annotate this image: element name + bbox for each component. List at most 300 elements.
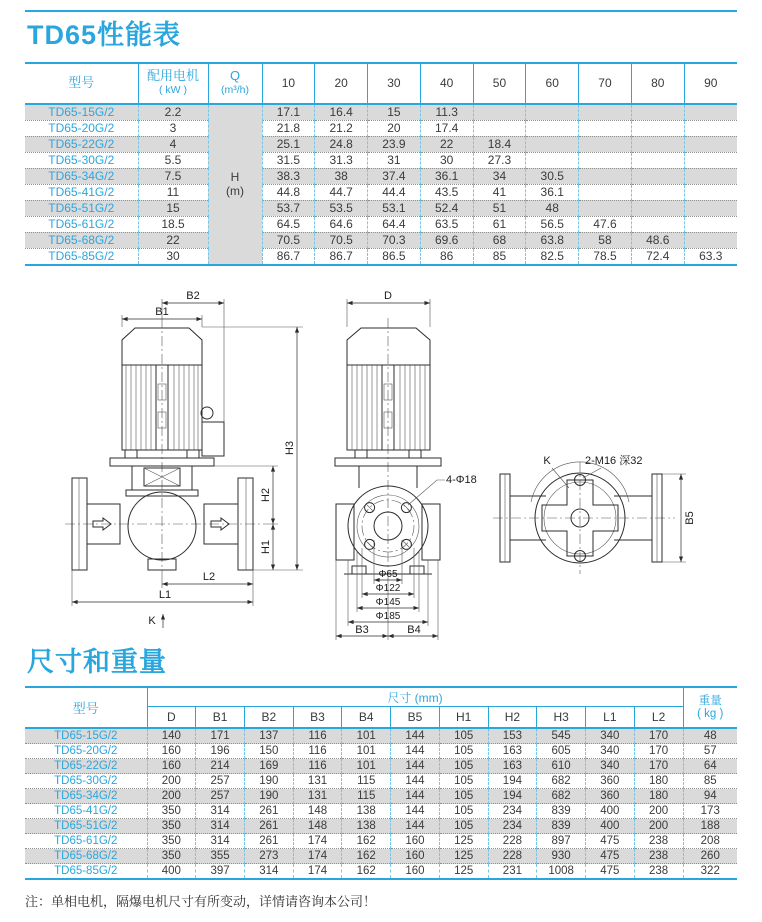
dim-label-b4: B4 bbox=[407, 623, 421, 636]
dimension-cell: 115 bbox=[342, 774, 391, 789]
motor-power-cell: 4 bbox=[138, 136, 208, 152]
col-header-H3: H3 bbox=[537, 707, 586, 729]
dimension-cell: 682 bbox=[537, 774, 586, 789]
dim-label-bolt-holes: 4-Φ18 bbox=[446, 473, 477, 486]
dim-label-l1: L1 bbox=[158, 588, 172, 601]
dimensions-row bbox=[25, 819, 737, 834]
head-value-cell: 24.8 bbox=[315, 136, 368, 152]
dimension-cell: 125 bbox=[439, 834, 488, 849]
dimension-cell: 160 bbox=[391, 864, 440, 880]
dim-label-b3: B3 bbox=[355, 623, 369, 636]
motor-power-cell: 3 bbox=[138, 120, 208, 136]
dimension-cell: 257 bbox=[196, 789, 245, 804]
dimension-cell: 261 bbox=[244, 834, 293, 849]
performance-row bbox=[25, 216, 737, 232]
head-value-cell: 37.4 bbox=[368, 168, 421, 184]
col-header-B1: B1 bbox=[196, 707, 245, 729]
q-unit: (m³/h) bbox=[221, 84, 249, 97]
top-view bbox=[493, 454, 696, 574]
head-value-cell: 64.4 bbox=[368, 216, 421, 232]
motor-power-cell: 11 bbox=[138, 184, 208, 200]
head-value-cell: 44.8 bbox=[262, 184, 315, 200]
head-value-cell: 72.4 bbox=[631, 248, 684, 265]
head-value-cell: 31.3 bbox=[315, 152, 368, 168]
col-header-q80: 80 bbox=[631, 63, 684, 104]
dimension-cell: 200 bbox=[634, 819, 683, 834]
weight-cell: 48 bbox=[683, 728, 737, 744]
head-value-cell: 86.7 bbox=[262, 248, 315, 265]
dimension-cell: 190 bbox=[244, 774, 293, 789]
dimension-cell: 194 bbox=[488, 774, 537, 789]
dim-label-phi185: Φ185 bbox=[375, 610, 401, 622]
motor-power-cell: 30 bbox=[138, 248, 208, 265]
head-unit-cell: H (m) bbox=[208, 104, 262, 265]
model-cell: TD65-20G/2 bbox=[25, 744, 147, 759]
head-value-cell: 17.4 bbox=[420, 120, 473, 136]
dimensions-table bbox=[25, 686, 737, 880]
dim-label-b2: B2 bbox=[186, 289, 200, 302]
dimension-cell: 138 bbox=[342, 819, 391, 834]
head-value-cell bbox=[526, 104, 579, 121]
col-header-D: D bbox=[147, 707, 196, 729]
head-value-cell: 27.3 bbox=[473, 152, 526, 168]
top-rule bbox=[25, 10, 737, 12]
dimension-cell: 160 bbox=[147, 759, 196, 774]
head-value-cell bbox=[684, 136, 737, 152]
head-value-cell: 70.3 bbox=[368, 232, 421, 248]
model-cell: TD65-68G/2 bbox=[25, 849, 147, 864]
performance-row bbox=[25, 184, 737, 200]
col-header-q40: 40 bbox=[420, 63, 473, 104]
head-value-cell: 70.5 bbox=[262, 232, 315, 248]
motor-power-cell: 15 bbox=[138, 200, 208, 216]
dimension-cell: 101 bbox=[342, 744, 391, 759]
head-value-cell bbox=[473, 120, 526, 136]
motor-power-cell: 2.2 bbox=[138, 104, 208, 121]
dimension-cell: 162 bbox=[342, 864, 391, 880]
head-value-cell: 85 bbox=[473, 248, 526, 265]
dimension-cell: 475 bbox=[585, 864, 634, 880]
dim-label-b1: B1 bbox=[155, 305, 169, 318]
head-value-cell bbox=[579, 168, 632, 184]
dimension-cell: 125 bbox=[439, 849, 488, 864]
motor-power-cell: 5.5 bbox=[138, 152, 208, 168]
dimension-cell: 116 bbox=[293, 759, 342, 774]
head-value-cell: 20 bbox=[368, 120, 421, 136]
weight-cell: 57 bbox=[683, 744, 737, 759]
model-cell: TD65-15G/2 bbox=[25, 104, 138, 121]
model-cell: TD65-22G/2 bbox=[25, 136, 138, 152]
dim-label-phi145: Φ145 bbox=[375, 596, 401, 608]
head-value-cell: 16.4 bbox=[315, 104, 368, 121]
head-value-cell: 36.1 bbox=[420, 168, 473, 184]
model-cell: TD65-41G/2 bbox=[25, 804, 147, 819]
model-cell: TD65-34G/2 bbox=[25, 168, 138, 184]
dimensions-row bbox=[25, 744, 737, 759]
catalog-page bbox=[0, 10, 762, 910]
dimensions-row bbox=[25, 759, 737, 774]
performance-row bbox=[25, 168, 737, 184]
dimension-cell: 839 bbox=[537, 819, 586, 834]
col-header-flow bbox=[208, 63, 262, 104]
head-value-cell bbox=[631, 216, 684, 232]
head-value-cell: 69.6 bbox=[420, 232, 473, 248]
col-header-model: 型号 bbox=[25, 687, 147, 728]
head-value-cell bbox=[631, 136, 684, 152]
performance-row bbox=[25, 104, 737, 121]
performance-row bbox=[25, 248, 737, 265]
head-value-cell bbox=[631, 120, 684, 136]
motor-label: 配用电机 bbox=[146, 68, 199, 84]
dim-label-d: D bbox=[384, 289, 392, 302]
dimension-cell: 682 bbox=[537, 789, 586, 804]
dimension-cell: 234 bbox=[488, 819, 537, 834]
head-value-cell bbox=[684, 216, 737, 232]
dimension-cell: 162 bbox=[342, 849, 391, 864]
performance-row bbox=[25, 152, 737, 168]
dimension-cell: 360 bbox=[585, 789, 634, 804]
dimension-cell: 610 bbox=[537, 759, 586, 774]
dimension-cell: 340 bbox=[585, 744, 634, 759]
dimension-cell: 160 bbox=[391, 849, 440, 864]
head-value-cell bbox=[473, 104, 526, 121]
head-value-cell: 38.3 bbox=[262, 168, 315, 184]
col-header-B3: B3 bbox=[293, 707, 342, 729]
col-header-L2: L2 bbox=[634, 707, 683, 729]
dimension-cell: 355 bbox=[196, 849, 245, 864]
dimension-cell: 170 bbox=[634, 728, 683, 744]
head-value-cell: 68 bbox=[473, 232, 526, 248]
dimension-cell: 105 bbox=[439, 804, 488, 819]
dimension-cell: 340 bbox=[585, 728, 634, 744]
head-value-cell: 18.4 bbox=[473, 136, 526, 152]
dimension-cell: 101 bbox=[342, 728, 391, 744]
dimension-cell: 238 bbox=[634, 864, 683, 880]
dimension-cell: 314 bbox=[196, 834, 245, 849]
dimension-cell: 170 bbox=[634, 744, 683, 759]
head-value-cell: 86.5 bbox=[368, 248, 421, 265]
motor-power-cell: 7.5 bbox=[138, 168, 208, 184]
head-value-cell: 63.3 bbox=[684, 248, 737, 265]
head-value-cell bbox=[579, 104, 632, 121]
head-value-cell: 44.4 bbox=[368, 184, 421, 200]
head-value-cell bbox=[684, 152, 737, 168]
dimensions-row bbox=[25, 849, 737, 864]
dimension-cell: 163 bbox=[488, 744, 537, 759]
col-header-q70: 70 bbox=[579, 63, 632, 104]
dimension-cell: 238 bbox=[634, 849, 683, 864]
dimension-cell: 171 bbox=[196, 728, 245, 744]
col-header-q60: 60 bbox=[526, 63, 579, 104]
head-value-cell: 23.9 bbox=[368, 136, 421, 152]
dimension-cell: 238 bbox=[634, 834, 683, 849]
dimension-cell: 228 bbox=[488, 834, 537, 849]
dimension-cell: 174 bbox=[293, 864, 342, 880]
dimension-cell: 350 bbox=[147, 819, 196, 834]
col-header-model: 型号 bbox=[25, 63, 138, 104]
dimension-cell: 170 bbox=[634, 759, 683, 774]
col-header-H1: H1 bbox=[439, 707, 488, 729]
head-value-cell: 63.8 bbox=[526, 232, 579, 248]
dimension-cell: 174 bbox=[293, 849, 342, 864]
model-cell: TD65-20G/2 bbox=[25, 120, 138, 136]
head-value-cell: 11.3 bbox=[420, 104, 473, 121]
dimension-cell: 400 bbox=[585, 819, 634, 834]
head-value-cell: 30 bbox=[420, 152, 473, 168]
performance-row bbox=[25, 232, 737, 248]
dimension-cell: 545 bbox=[537, 728, 586, 744]
dimension-cell: 125 bbox=[439, 864, 488, 880]
weight-cell: 64 bbox=[683, 759, 737, 774]
head-value-cell: 44.7 bbox=[315, 184, 368, 200]
col-header-B2: B2 bbox=[244, 707, 293, 729]
front-view bbox=[65, 290, 303, 628]
model-cell: TD65-34G/2 bbox=[25, 789, 147, 804]
dimensions-row bbox=[25, 804, 737, 819]
head-value-cell bbox=[579, 136, 632, 152]
dimension-cell: 350 bbox=[147, 849, 196, 864]
dimension-cell: 131 bbox=[293, 789, 342, 804]
col-header-q20: 20 bbox=[315, 63, 368, 104]
head-value-cell bbox=[526, 120, 579, 136]
performance-table-body bbox=[25, 104, 737, 265]
dimensions-header-row-1 bbox=[25, 687, 737, 707]
footnote: 注：单相电机，隔爆电机尺寸有所变动，详情请咨询本公司！ bbox=[25, 894, 377, 910]
performance-table bbox=[25, 62, 737, 266]
dimension-cell: 314 bbox=[196, 819, 245, 834]
head-value-cell: 22 bbox=[420, 136, 473, 152]
dimension-cell: 150 bbox=[244, 744, 293, 759]
dim-label-tap: 2-M16 深32 bbox=[585, 454, 643, 467]
col-header-motor bbox=[138, 63, 208, 104]
dim-label-k-front: K bbox=[148, 614, 156, 627]
head-value-cell bbox=[631, 168, 684, 184]
col-header-q10: 10 bbox=[262, 63, 315, 104]
dimension-cell: 144 bbox=[391, 744, 440, 759]
head-value-cell: 56.5 bbox=[526, 216, 579, 232]
dimension-cell: 475 bbox=[585, 834, 634, 849]
head-value-cell bbox=[579, 152, 632, 168]
head-value-cell bbox=[631, 184, 684, 200]
dimension-cell: 144 bbox=[391, 789, 440, 804]
head-value-cell bbox=[526, 136, 579, 152]
dim-label-h2: H2 bbox=[260, 487, 272, 502]
head-value-cell: 36.1 bbox=[526, 184, 579, 200]
dimension-cell: 105 bbox=[439, 774, 488, 789]
head-value-cell bbox=[631, 104, 684, 121]
dimensions-row bbox=[25, 728, 737, 744]
dimension-cell: 101 bbox=[342, 759, 391, 774]
head-value-cell bbox=[631, 152, 684, 168]
dimensions-row bbox=[25, 774, 737, 789]
dimension-cell: 144 bbox=[391, 804, 440, 819]
dim-label-k-top: K bbox=[543, 454, 551, 467]
model-cell: TD65-61G/2 bbox=[25, 216, 138, 232]
head-value-cell: 31.5 bbox=[262, 152, 315, 168]
weight-label: 重量 bbox=[698, 694, 722, 707]
dim-label-h3: H3 bbox=[284, 440, 296, 455]
head-value-cell: 78.5 bbox=[579, 248, 632, 265]
dimension-cell: 200 bbox=[147, 789, 196, 804]
dimension-cell: 144 bbox=[391, 759, 440, 774]
weight-cell: 188 bbox=[683, 819, 737, 834]
dimension-cell: 214 bbox=[196, 759, 245, 774]
head-value-cell: 25.1 bbox=[262, 136, 315, 152]
dimension-cell: 160 bbox=[147, 744, 196, 759]
head-value-cell: 34 bbox=[473, 168, 526, 184]
head-value-cell bbox=[684, 232, 737, 248]
dimension-cell: 138 bbox=[342, 804, 391, 819]
dimension-cell: 144 bbox=[391, 728, 440, 744]
model-cell: TD65-41G/2 bbox=[25, 184, 138, 200]
dimension-cell: 897 bbox=[537, 834, 586, 849]
head-value-cell: 70.5 bbox=[315, 232, 368, 248]
dimension-cell: 180 bbox=[634, 774, 683, 789]
dimension-cell: 200 bbox=[634, 804, 683, 819]
col-header-dims-span: 尺寸 (mm) bbox=[147, 687, 683, 707]
dimension-cell: 261 bbox=[244, 819, 293, 834]
dimension-cell: 105 bbox=[439, 819, 488, 834]
col-header-q50: 50 bbox=[473, 63, 526, 104]
head-value-cell bbox=[579, 120, 632, 136]
dimension-cell: 930 bbox=[537, 849, 586, 864]
dim-label-l2: L2 bbox=[202, 570, 216, 583]
model-cell: TD65-51G/2 bbox=[25, 200, 138, 216]
head-value-cell: 64.5 bbox=[262, 216, 315, 232]
head-value-cell bbox=[684, 104, 737, 121]
dim-label-phi122: Φ122 bbox=[375, 582, 401, 594]
dimension-cell: 200 bbox=[147, 774, 196, 789]
dimension-cell: 257 bbox=[196, 774, 245, 789]
model-cell: TD65-30G/2 bbox=[25, 774, 147, 789]
col-header-q90: 90 bbox=[684, 63, 737, 104]
head-value-cell: 17.1 bbox=[262, 104, 315, 121]
head-value-cell bbox=[684, 184, 737, 200]
col-header-q30: 30 bbox=[368, 63, 421, 104]
head-value-cell bbox=[579, 200, 632, 216]
dimension-cell: 234 bbox=[488, 804, 537, 819]
model-cell: TD65-22G/2 bbox=[25, 759, 147, 774]
dimension-cell: 169 bbox=[244, 759, 293, 774]
performance-section-title: TD65性能表 bbox=[27, 20, 182, 50]
col-header-B4: B4 bbox=[342, 707, 391, 729]
dimension-cell: 162 bbox=[342, 834, 391, 849]
head-value-cell: 53.7 bbox=[262, 200, 315, 216]
head-value-cell: 82.5 bbox=[526, 248, 579, 265]
head-value-cell bbox=[579, 184, 632, 200]
dimension-cell: 115 bbox=[342, 789, 391, 804]
head-value-cell: 21.8 bbox=[262, 120, 315, 136]
dimensions-row bbox=[25, 864, 737, 880]
head-value-cell: 48 bbox=[526, 200, 579, 216]
dimension-cell: 1008 bbox=[537, 864, 586, 880]
head-value-cell: 31 bbox=[368, 152, 421, 168]
dimension-cell: 400 bbox=[147, 864, 196, 880]
dimension-cell: 350 bbox=[147, 804, 196, 819]
performance-row bbox=[25, 136, 737, 152]
model-cell: TD65-68G/2 bbox=[25, 232, 138, 248]
performance-header-row bbox=[25, 63, 737, 104]
dimension-cell: 340 bbox=[585, 759, 634, 774]
dimension-cell: 137 bbox=[244, 728, 293, 744]
motor-power-cell: 22 bbox=[138, 232, 208, 248]
dimension-cell: 314 bbox=[244, 864, 293, 880]
head-value-cell: 53.5 bbox=[315, 200, 368, 216]
head-value-cell: 30.5 bbox=[526, 168, 579, 184]
model-cell: TD65-51G/2 bbox=[25, 819, 147, 834]
side-view bbox=[335, 290, 477, 640]
dimension-cell: 131 bbox=[293, 774, 342, 789]
dimension-cell: 350 bbox=[147, 834, 196, 849]
dimension-cell: 163 bbox=[488, 759, 537, 774]
dimension-cell: 196 bbox=[196, 744, 245, 759]
dimension-cell: 397 bbox=[196, 864, 245, 880]
weight-unit: ( kg ) bbox=[697, 707, 724, 720]
head-value-cell: 86 bbox=[420, 248, 473, 265]
head-value-cell: 58 bbox=[579, 232, 632, 248]
dimension-cell: 194 bbox=[488, 789, 537, 804]
dimension-cell: 105 bbox=[439, 789, 488, 804]
head-value-cell: 38 bbox=[315, 168, 368, 184]
dimension-cell: 400 bbox=[585, 804, 634, 819]
model-cell: TD65-61G/2 bbox=[25, 834, 147, 849]
motor-power-cell: 18.5 bbox=[138, 216, 208, 232]
dimension-cell: 148 bbox=[293, 804, 342, 819]
weight-cell: 173 bbox=[683, 804, 737, 819]
dimension-cell: 153 bbox=[488, 728, 537, 744]
col-header-H2: H2 bbox=[488, 707, 537, 729]
head-value-cell: 64.6 bbox=[315, 216, 368, 232]
weight-cell: 94 bbox=[683, 789, 737, 804]
dimension-cell: 140 bbox=[147, 728, 196, 744]
dimension-cell: 116 bbox=[293, 728, 342, 744]
head-value-cell: 21.2 bbox=[315, 120, 368, 136]
dimension-cell: 605 bbox=[537, 744, 586, 759]
head-value-cell bbox=[684, 200, 737, 216]
head-value-cell bbox=[684, 120, 737, 136]
dimension-cell: 231 bbox=[488, 864, 537, 880]
q-label: Q bbox=[229, 68, 241, 84]
dimensions-row bbox=[25, 834, 737, 849]
dimension-cell: 116 bbox=[293, 744, 342, 759]
dimension-cell: 360 bbox=[585, 774, 634, 789]
dimension-cell: 144 bbox=[391, 774, 440, 789]
head-value-cell: 53.1 bbox=[368, 200, 421, 216]
dimension-cell: 105 bbox=[439, 744, 488, 759]
dimension-cell: 174 bbox=[293, 834, 342, 849]
weight-cell: 260 bbox=[683, 849, 737, 864]
head-value-cell bbox=[684, 168, 737, 184]
model-cell: TD65-85G/2 bbox=[25, 248, 138, 265]
dimension-cell: 839 bbox=[537, 804, 586, 819]
dimension-cell: 105 bbox=[439, 759, 488, 774]
pump-dimension-drawing bbox=[25, 272, 737, 646]
dimension-cell: 160 bbox=[391, 834, 440, 849]
dimension-cell: 261 bbox=[244, 804, 293, 819]
dim-label-phi65: Φ65 bbox=[378, 568, 398, 580]
dimension-cell: 148 bbox=[293, 819, 342, 834]
col-header-weight bbox=[683, 687, 737, 728]
dimensions-row bbox=[25, 789, 737, 804]
head-value-cell: 63.5 bbox=[420, 216, 473, 232]
head-value-cell: 47.6 bbox=[579, 216, 632, 232]
head-value-cell: 48.6 bbox=[631, 232, 684, 248]
dimension-cell: 105 bbox=[439, 728, 488, 744]
dimension-cell: 273 bbox=[244, 849, 293, 864]
head-value-cell: 51 bbox=[473, 200, 526, 216]
head-value-cell: 61 bbox=[473, 216, 526, 232]
dimensions-section-title: 尺寸和重量 bbox=[27, 646, 167, 677]
